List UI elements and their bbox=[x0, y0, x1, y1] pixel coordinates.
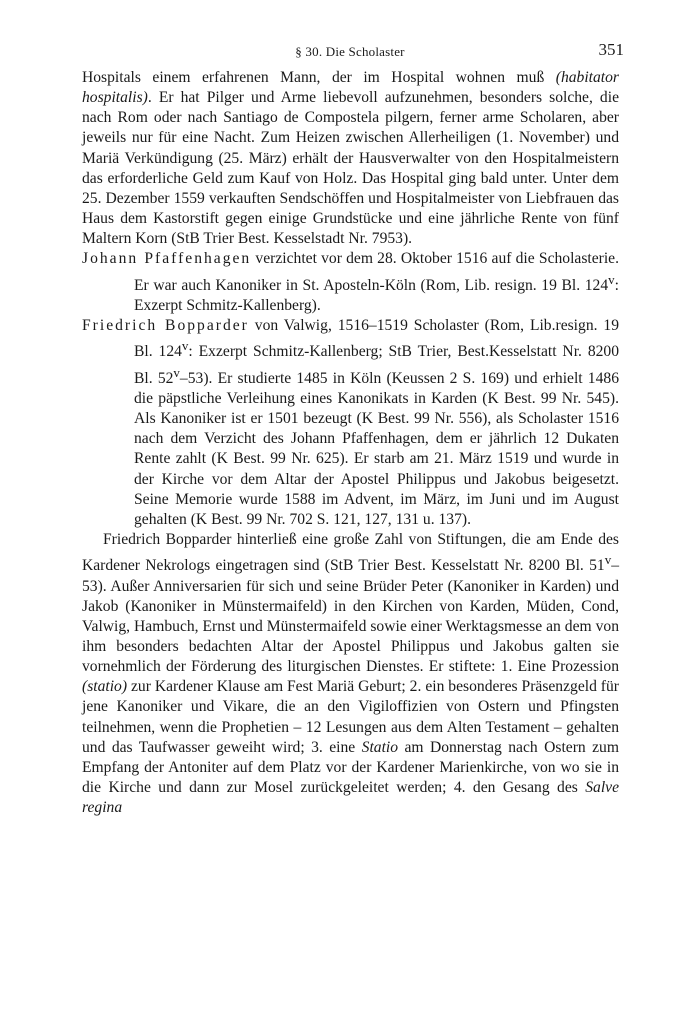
page-number: 351 bbox=[598, 40, 624, 59]
latin-term: Salve regina bbox=[82, 779, 619, 817]
text-run: verzichtet vor dem 28. Oktober 1516 auf die Scholasterie. Er war auch Kanoniker in St. Aposteln-Köln (Rom, Lib. resign. 19 Bl. 124 bbox=[134, 250, 619, 294]
person-name: Friedrich Bopparder bbox=[82, 317, 249, 335]
paragraph-hospital-continued bbox=[82, 68, 619, 249]
latin-term: Statio bbox=[361, 738, 399, 756]
text-run: –53). Außer Anniversarien für sich und seine Brüder Peter (Kanoniker in Karden) und Jakob (Kanoniker in Münstermaifeld) in den Kirchen von Karden, Müden, Cond, Valwig, Hambuch, Ernst und Münstermaifeld sowie einer Werktagsmesse an dem von ihm besonders bedachten Altar der Apostel Philippus und Jakobus galten sie vornehmlich der Förderung des liturgischen Dienstes. Er stiftete: 1. Eine Prozession bbox=[82, 557, 619, 676]
latin-term: (statio) bbox=[82, 678, 128, 696]
text-run: –53). Er studierte 1485 in Köln (Keussen 2 S. 169) und erhielt 1486 die päpstliche Verleihung eines Kanonikats in Karden (K Best. 99 Nr. 545). Als Kanoniker ist er 1501 bezeugt (K Best. 99 Nr. 556), als Scholaster 1516 nach dem Verzicht des Johann Pfaffenhagen, dem er jährlich 12 Dukaten Rente zahlt (K Best. 99 Nr. 625). Er starb am 21. März 1519 und wurde in der Kirche vor dem Altar der Apostel Philippus und Jakobus beigesetzt. Seine Memorie wurde 1588 im Advent, im März, im Juni und im August gehalten (K Best. 99 Nr. 702 S. 121, 127, 131 u. 137). bbox=[134, 369, 619, 528]
running-title: § 30. Die Scholaster bbox=[295, 44, 405, 59]
entry-friedrich-bopparder bbox=[82, 316, 619, 530]
verso-mark: v bbox=[604, 552, 612, 568]
text-run: zur Kardener Klause am Fest Mariä Geburt; 2. ein besonderes Präsenzgeld für jene Kanoniker und Vikare, die an den Vigiloffizien von Ostern und Pfingsten teilnehmen, wenn die Prophetien – 12 Lesungen aus dem Alten Testament – gehalten und das Taufwasser geweiht wird; 3. eine bbox=[82, 678, 619, 756]
text-run: : Exzerpt Schmitz-Kallenberg). bbox=[134, 276, 619, 314]
person-name: Johann Pfaffenhagen bbox=[82, 250, 252, 268]
verso-mark: v bbox=[608, 271, 615, 287]
text-run: am Donnerstag nach Ostern zum Empfang der Antoniter auf dem Platz vor der Kardener Marienkirche, von wo sie in die Kirche und dann zur Mosel zurückgeleitet werden; 4. den Gesang des bbox=[82, 738, 619, 797]
running-head bbox=[0, 40, 700, 64]
latin-term: (habitator hospitalis) bbox=[82, 69, 619, 107]
text-run: von Valwig, 1516–1519 Scholaster (Rom, Lib.resign. 19 Bl. 124 bbox=[134, 317, 619, 361]
paragraph-foundations bbox=[82, 530, 619, 818]
text-run: Hospitals einem erfahrenen Mann, der im Hospital wohnen muß bbox=[82, 69, 556, 86]
text-run: Friedrich Bopparder hinterließ eine große Zahl von Stiftungen, die am Ende des Kardener Nekrologs eingetragen sind (StB Trier Best. Kesselstatt Nr. 8200 Bl. 51 bbox=[82, 531, 619, 575]
text-run: : Exzerpt Schmitz-Kallenberg; StB Trier, Best.Kesselstatt Nr. 8200 Bl. 52 bbox=[134, 343, 620, 387]
text-run: . Er hat Pilger und Arme liebevoll aufzunehmen, besonders solche, die nach Rom oder nach Santiago de Compostela pilgern, ferner arme Scholaren, aber jeweils nur für eine Nacht. Zum Heizen zwischen Allerheiligen (1. November) und Mariä Verkündigung (25. März) erhält der Hausverwalter von den Hospitalmeistern das erforderliche Geld zum Kauf von Holz. Das Hospital ging bald unter. Unter dem 25. Dezember 1559 verkauften Sendschöffen und Hospitalmeister von Liebfrauen das Haus dem Kastorstift gegen einige Grundstücke und eine jährliche Rente von fünf Maltern Korn (StB Trier Best. Kesselstadt Nr. 7953). bbox=[82, 89, 619, 248]
verso-mark: v bbox=[173, 364, 180, 380]
entry-johann-pfaffenhagen bbox=[82, 249, 619, 316]
verso-mark: v bbox=[181, 338, 189, 354]
body-text bbox=[82, 68, 619, 818]
